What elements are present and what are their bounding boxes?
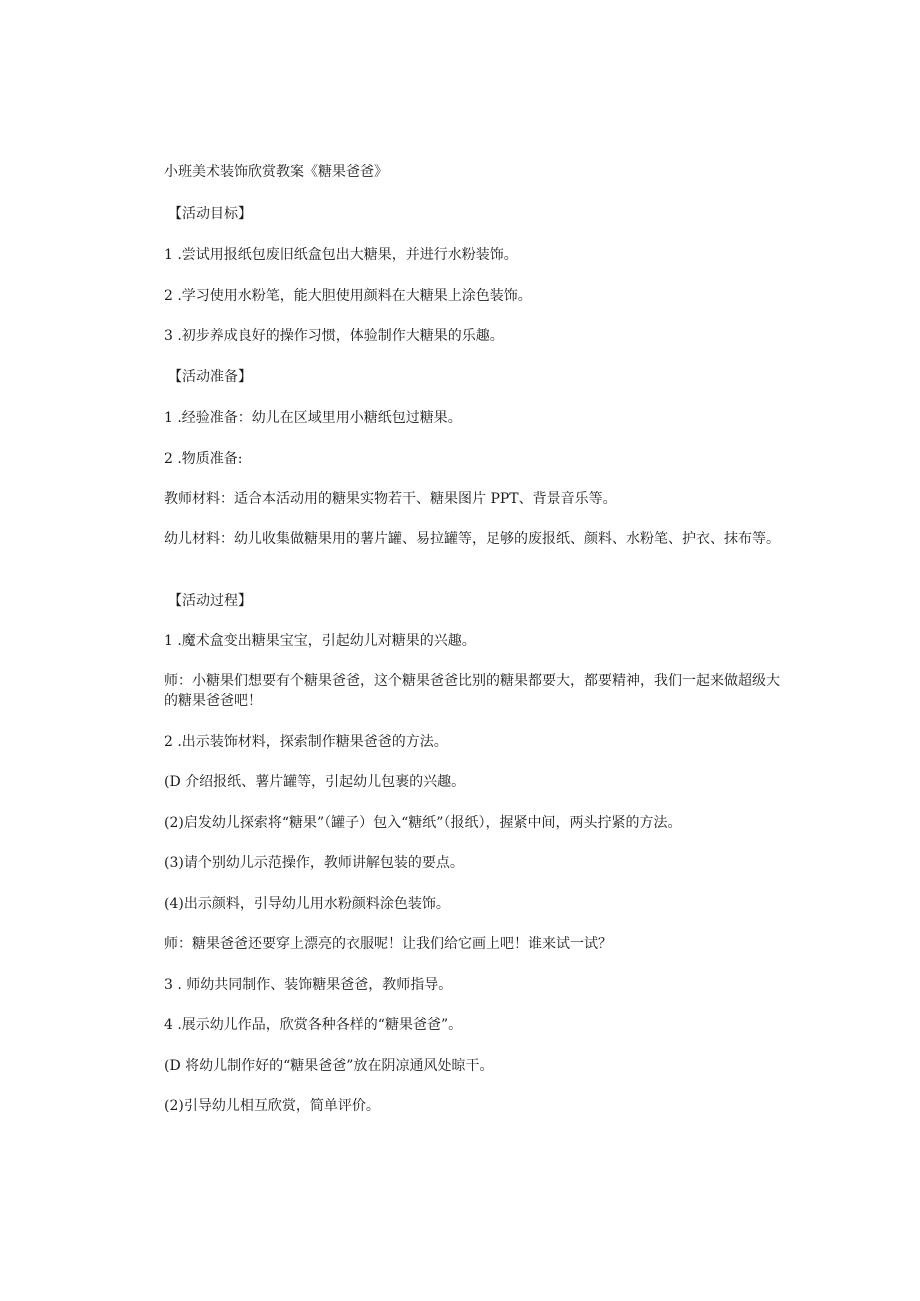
teacher-materials: 教师材料：适合本活动用的糖果实物若干、糖果图片 PPT、背景音乐等。: [164, 491, 617, 507]
process-step-4: 4 .展示幼儿作品，欣赏各种各样的“糖果爸爸”。: [164, 1017, 463, 1033]
process-step-4-2: (2)引导幼儿相互欣赏，简单评价。: [164, 1098, 380, 1114]
goal-item-1: 1 .尝试用报纸包废旧纸盒包出大糖果，并进行水粉装饰。: [164, 247, 518, 263]
prep-item-2: 2 .物质准备:: [164, 451, 243, 467]
document-title: 小班美术装饰欣赏教案《糖果爸爸》: [164, 164, 388, 180]
process-step-3: 3 . 师幼共同制作、装饰糖果爸爸，教师指导。: [164, 977, 453, 993]
teacher-dialogue-1: 师：小糖果们想要有个糖果爸爸，这个糖果爸爸比别的糖果都要大，都要精神，我们一起来做超级大的糖果爸爸吧！: [164, 673, 780, 709]
section-heading-preparation: 【活动准备】: [168, 369, 252, 385]
process-step-2-2: (2)启发幼儿探索将“糖果”（罐子）包入“糖纸”（报纸），握紧中间，两头拧紧的方法。: [164, 815, 682, 831]
goal-item-2: 2 .学习使用水粉笔，能大胆使用颜料在大糖果上涂色装饰。: [164, 288, 532, 304]
prep-item-1: 1 .经验准备：幼儿在区域里用小糖纸包过糖果。: [164, 410, 462, 426]
process-step-2: 2 .出示装饰材料，探索制作糖果爸爸的方法。: [164, 734, 448, 750]
process-step-2-3: (3)请个别幼儿示范操作，教师讲解包装的要点。: [164, 855, 464, 871]
child-materials: 幼儿材料：幼儿收集做糖果用的薯片罐、易拉罐等，足够的废报纸、颜料、水粉笔、护衣、抹布等。: [164, 531, 780, 547]
process-step-2-4: (4)出示颜料，引导幼儿用水粉颜料涂色装饰。: [164, 896, 450, 912]
process-step-2-1: (D 介绍报纸、薯片罐等，引起幼儿包裹的兴趣。: [164, 774, 466, 790]
teacher-dialogue-2: 师：糖果爸爸还要穿上漂亮的衣服呢！让我们给它画上吧！谁来试一试？: [164, 936, 612, 952]
section-heading-goals: 【活动目标】: [168, 206, 252, 222]
goal-item-3: 3 .初步养成良好的操作习惯，体验制作大糖果的乐趣。: [164, 328, 504, 344]
process-step-4-1: (D 将幼儿制作好的“糖果爸爸”放在阴凉通风处晾干。: [164, 1058, 494, 1074]
process-step-1: 1 .魔术盒变出糖果宝宝，引起幼儿对糖果的兴趣。: [164, 633, 476, 649]
section-heading-process: 【活动过程】: [168, 593, 252, 609]
